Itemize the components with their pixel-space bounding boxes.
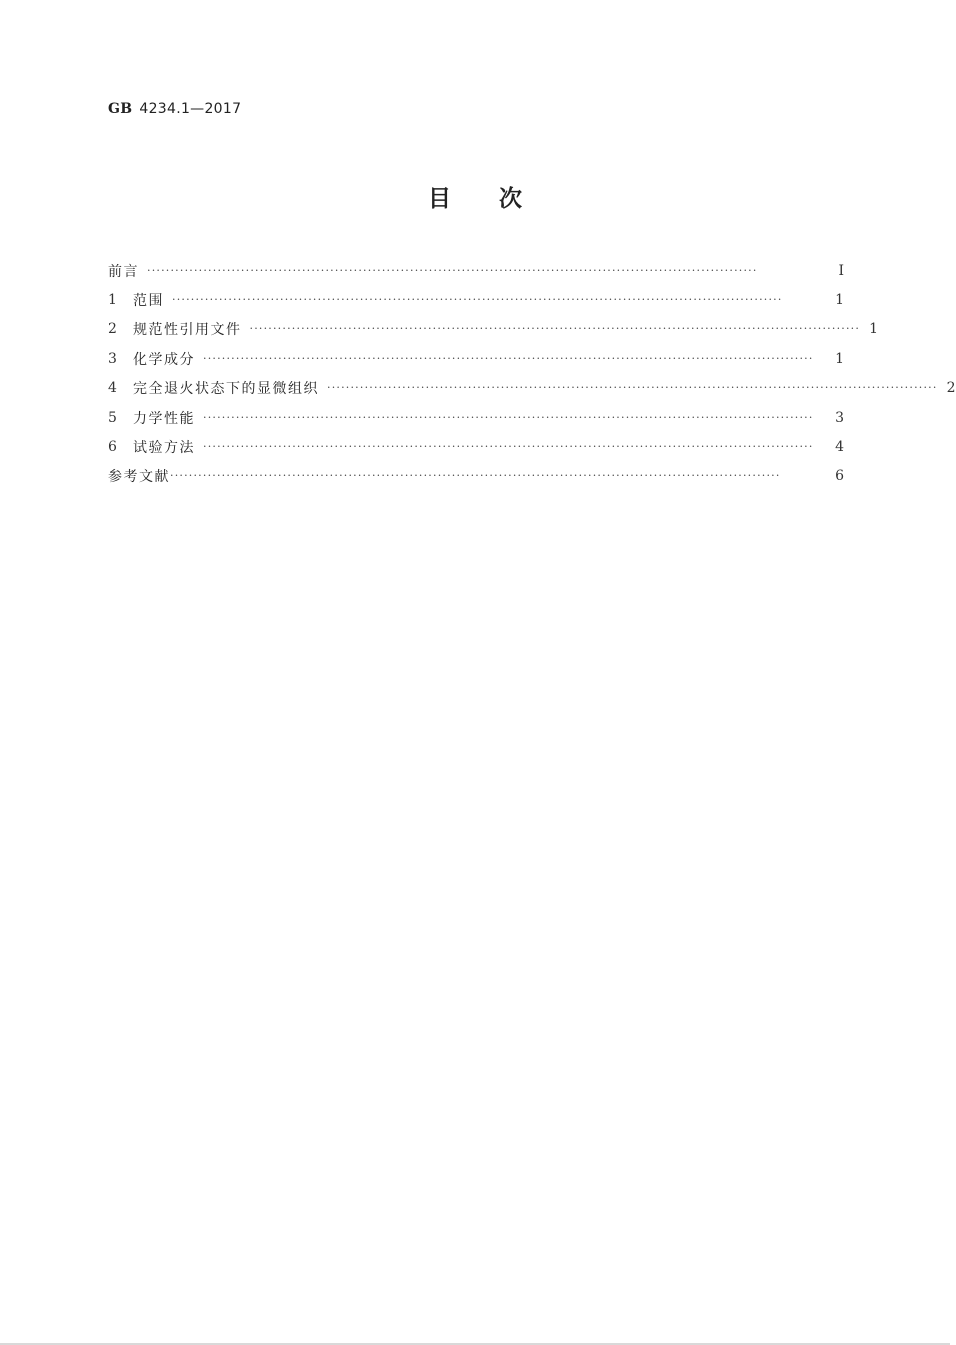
toc-entry-number: 4 xyxy=(108,379,117,396)
toc-entry-chemical-composition[interactable] xyxy=(108,344,844,373)
toc-entry-foreword[interactable] xyxy=(108,256,844,285)
toc-leader-dots: ·································································································································· xyxy=(170,469,781,482)
toc-entry-page: Ⅰ xyxy=(838,262,844,279)
toc-leader-dots: ·································································································································· xyxy=(203,440,814,453)
toc-entry-page: 6 xyxy=(835,467,844,484)
toc-entry-page: 1 xyxy=(835,350,844,367)
toc-leader-dots: ·································································································································· xyxy=(203,411,814,424)
toc-leader-dots: ·································································································································· xyxy=(249,322,861,335)
page-title: 目次 xyxy=(428,186,570,212)
toc-entry-label: 试验方法 xyxy=(133,439,195,456)
toc-entry-microstructure[interactable] xyxy=(108,373,956,402)
toc-entry-label: 前言 xyxy=(108,263,139,280)
toc-entry-mechanical-properties[interactable] xyxy=(108,403,844,432)
toc-entry-number: 6 xyxy=(108,438,117,455)
toc-entry-test-methods[interactable] xyxy=(108,432,844,461)
toc-leader-dots: ·································································································································· xyxy=(327,381,938,394)
toc-entry-page: 2 xyxy=(946,379,956,396)
toc-entry-number: 3 xyxy=(108,350,117,367)
toc-entry-number: 5 xyxy=(108,409,117,426)
toc-entry-label: 范围 xyxy=(133,292,164,309)
toc-entry-page: 1 xyxy=(835,291,844,308)
toc-entry-number: 1 xyxy=(108,291,117,308)
standard-prefix: GB xyxy=(108,101,133,117)
toc-entry-bibliography[interactable] xyxy=(108,461,844,490)
toc-entry-page: 1 xyxy=(869,320,879,337)
standard-code: 4234.1—2017 xyxy=(139,101,242,117)
toc-entry-label: 完全退火状态下的显微组织 xyxy=(133,380,319,397)
toc-leader-dots: ·································································································································· xyxy=(147,264,758,277)
toc-entry-label: 规范性引用文件 xyxy=(133,321,242,338)
toc-entry-label: 化学成分 xyxy=(133,351,195,368)
toc-entry-normative-references[interactable] xyxy=(108,314,879,343)
toc-entry-scope[interactable] xyxy=(108,285,844,314)
toc-entry-page: 3 xyxy=(835,409,844,426)
standard-number xyxy=(108,101,241,117)
toc-entry-label: 力学性能 xyxy=(133,410,195,427)
toc-entry-number: 2 xyxy=(108,320,117,337)
toc-entry-label: 参考文献 xyxy=(108,468,170,485)
toc-leader-dots: ·································································································································· xyxy=(172,293,783,306)
toc-leader-dots: ·································································································································· xyxy=(203,352,814,365)
toc-entry-page: 4 xyxy=(835,438,844,455)
